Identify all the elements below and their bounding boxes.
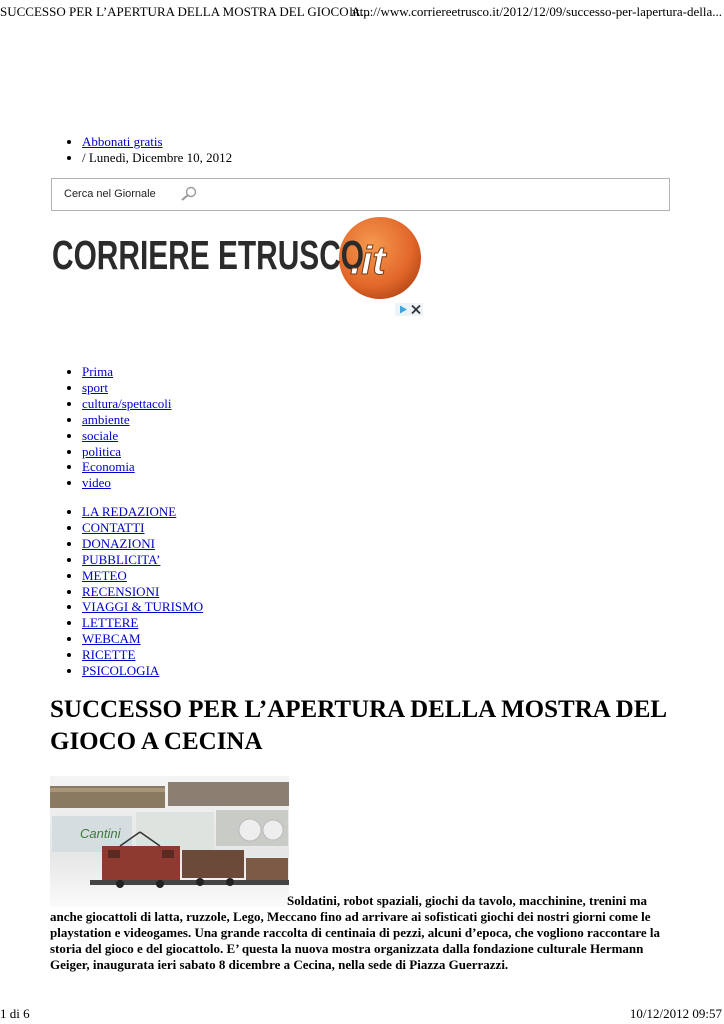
nav-item-sociale bbox=[82, 428, 172, 444]
top-links-list bbox=[64, 134, 232, 166]
nav-item-redazione bbox=[82, 504, 203, 520]
nav-link-economia[interactable]: Economia bbox=[82, 459, 135, 475]
nav-item-sport bbox=[82, 380, 172, 396]
nav-link-ricette[interactable]: RICETTE bbox=[82, 647, 136, 663]
article-body: Soldatini, robot spaziali, giochi da tavolo, macchinine, trenini ma anche giocattoli di latta, ruzzole, Lego, Meccano fino ad arrivare ai sofisticati giochi dei nostri giorni come le playstation e videogames. Una grande raccolta di centinaia di pezzi, alcuni d’epoca, che vogliono raccontare la storia del gioco e del giocattolo. E’ questa la nuova mostra organizzata dalla fondazione culturale Hermann Geiger, inaugurata ieri sabato 8 dicembre a Cecina, nella sede di Piazza Guerrazzi. bbox=[50, 893, 660, 972]
list-item bbox=[82, 134, 232, 150]
print-header-url: http://www.corriereetrusco.it/2012/12/09/successo-per-lapertura-della... bbox=[349, 4, 722, 19]
nav-item-prima bbox=[82, 364, 172, 380]
article-title: SUCCESSO PER L’APERTURA DELLA MOSTRA DEL GIOCO A CECINA bbox=[50, 696, 666, 755]
site-logo[interactable] bbox=[50, 216, 425, 309]
adchoices-icon[interactable] bbox=[395, 303, 423, 316]
primary-nav bbox=[64, 364, 172, 491]
nav-item-pubblicita bbox=[82, 552, 203, 568]
nav-link-donazioni[interactable]: DONAZIONI bbox=[82, 535, 155, 551]
nav-item-politica bbox=[82, 444, 172, 460]
nav-link-meteo[interactable]: METEO bbox=[82, 567, 127, 583]
nav-item-meteo bbox=[82, 568, 203, 584]
print-header-title: SUCCESSO PER L’APERTURA DELLA MOSTRA DEL GIOCO A... bbox=[0, 4, 371, 19]
nav-link-viaggi[interactable]: VIAGGI & TURISMO bbox=[82, 599, 204, 615]
nav-link-ambiente[interactable]: ambiente bbox=[82, 411, 130, 427]
nav-link-video[interactable]: video bbox=[82, 475, 111, 491]
nav-link-redazione[interactable]: LA REDAZIONE bbox=[82, 504, 177, 519]
nav-item-economia bbox=[82, 459, 172, 475]
nav-link-psicologia[interactable]: PSICOLOGIA bbox=[82, 663, 160, 679]
nav-link-sociale[interactable]: sociale bbox=[82, 427, 119, 443]
nav-link-webcam[interactable]: WEBCAM bbox=[82, 631, 141, 647]
list-item bbox=[82, 150, 232, 166]
nav-item-webcam bbox=[82, 631, 203, 647]
nav-item-recensioni bbox=[82, 584, 203, 600]
wagon-label: Cantini bbox=[80, 826, 121, 841]
search-input[interactable] bbox=[60, 185, 221, 205]
logo-suffix: .it bbox=[350, 239, 386, 283]
nav-link-sport[interactable]: sport bbox=[82, 379, 108, 395]
nav-link-pubblicita[interactable]: PUBBLICITA’ bbox=[82, 551, 161, 567]
page-number: 1 di 6 bbox=[0, 1006, 30, 1021]
nav-item-viaggi bbox=[82, 599, 203, 615]
nav-link-recensioni[interactable]: RECENSIONI bbox=[82, 583, 160, 599]
logo-text: CORRIERE ETRUSCO bbox=[52, 232, 364, 278]
nav-item-psicologia bbox=[82, 663, 203, 679]
nav-link-lettere[interactable]: LETTERE bbox=[82, 615, 139, 631]
date-text: / Lunedì, Dicembre 10, 2012 bbox=[82, 149, 233, 165]
print-timestamp: 10/12/2012 09:57 bbox=[629, 1006, 722, 1021]
nav-link-contatti[interactable]: CONTATTI bbox=[82, 519, 145, 535]
article-image bbox=[50, 776, 289, 912]
secondary-nav bbox=[64, 504, 203, 679]
nav-link-cultura[interactable]: cultura/spettacoli bbox=[82, 395, 172, 411]
nav-item-contatti bbox=[82, 520, 203, 536]
search-placeholder: Cerca nel Giornale bbox=[64, 188, 156, 200]
search-icon[interactable] bbox=[180, 186, 198, 202]
nav-link-politica[interactable]: politica bbox=[82, 443, 121, 459]
search-bar bbox=[51, 178, 670, 211]
nav-item-cultura bbox=[82, 396, 172, 412]
subscribe-link[interactable]: Abbonati gratis bbox=[82, 134, 163, 149]
nav-item-donazioni bbox=[82, 536, 203, 552]
nav-item-video bbox=[82, 475, 172, 491]
nav-item-lettere bbox=[82, 615, 203, 631]
nav-item-ambiente bbox=[82, 412, 172, 428]
nav-link-prima[interactable]: Prima bbox=[82, 364, 114, 379]
nav-item-ricette bbox=[82, 647, 203, 663]
